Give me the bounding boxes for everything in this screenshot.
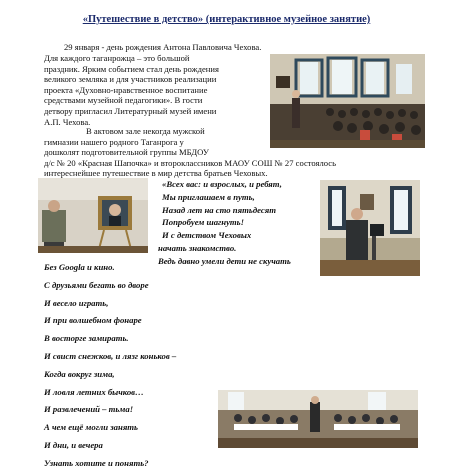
text-line: великого земляка и для участников реализации — [44, 74, 217, 85]
page-title: «Путешествие в детство» (интерактивное музейное занятие) — [82, 14, 371, 25]
poem-line: Мы приглашаем в путь, — [162, 191, 255, 202]
classroom-photo — [218, 390, 418, 448]
poem-line: И дни, и вечера — [44, 439, 103, 450]
presenter-portrait-photo — [38, 178, 148, 253]
poem-line: В восторге замирать. — [44, 333, 129, 344]
poem-line: Ведь давно умели дети не скучать — [158, 255, 291, 266]
text-line: проекта «Духовно-нравственное воспитание — [44, 84, 208, 95]
text-line: интереснейшее путешествие в мир детства братьев Чеховых. — [44, 168, 268, 179]
poem-line: А чем ещё могли занять — [44, 422, 139, 433]
text-line: гимназии нашего родного Таганрога у — [44, 136, 184, 147]
text-line: дошколят подготовительной группы МБДОУ — [44, 147, 209, 158]
text-line: А.П. Чехова. — [44, 116, 91, 127]
poem-line: И с детством Чеховых — [162, 230, 252, 241]
poem-line: И развлечений – тьма! — [44, 404, 134, 415]
text-line: д/с № 20 «Красная Шапочка» и второклассников МАОУ СОШ № 27 состоялось — [44, 157, 337, 168]
poem-line: Назад лет на сто пятьдесят — [162, 204, 276, 215]
poem-line: начать знакомство. — [158, 242, 237, 253]
poem-line: Узнать хотите и понять? — [44, 457, 149, 468]
poem-stanza-bottom — [44, 261, 244, 470]
text-line: Для каждого таганрожца – это большой — [44, 53, 190, 63]
intro-first-line: 29 января - день рождения Антона Павловича Чехова. — [64, 42, 262, 52]
intro-paragraph — [44, 53, 262, 127]
poem-line: И при волшебном фонаре — [44, 315, 142, 326]
poem-line: Когда вокруг зима, — [44, 368, 115, 379]
text-line: праздник. Ярким событием стал день рождения — [44, 63, 219, 74]
poem-line: Попробуем шагнуть! — [162, 217, 245, 228]
poem-line: С друзьями бегать во дворе — [44, 279, 149, 290]
reader-photo — [320, 180, 420, 276]
text-line: детвору пригласил Литературный музей имени — [44, 105, 217, 116]
text-line: В актовом зале некогда мужской — [86, 126, 205, 136]
poem-stanza-top — [158, 178, 323, 268]
poem-line: И весело играть, — [44, 297, 109, 308]
text-line: средствами музейной педагогики». В гости — [44, 95, 203, 106]
museum-hall-photo — [270, 54, 425, 148]
poem-line: И свист снежков, и лязг коньков – — [44, 350, 177, 361]
poem-line: Без Googla и кино. — [44, 262, 115, 272]
poem-line: И ловля летних бычков… — [44, 386, 144, 397]
poem-line: «Всех вас: и взрослых, и ребят, — [162, 179, 282, 189]
